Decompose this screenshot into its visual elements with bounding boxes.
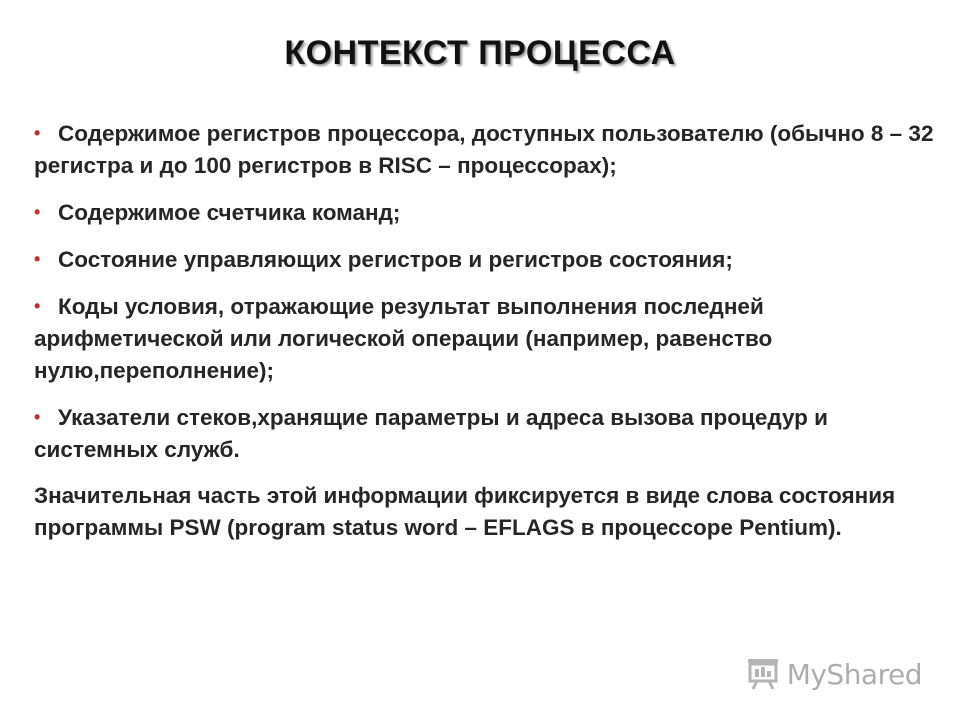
list-item-text: Содержимое счетчика команд;: [58, 200, 401, 225]
list-item: [34, 243, 934, 276]
list-item: [34, 196, 934, 229]
list-item-text: Указатели стеков,хранящие параметры и адреса вызова процедур и системных служб.: [34, 405, 828, 462]
bullet-icon: •: [34, 202, 41, 222]
list-item-text: Содержимое регистров процессора, доступных пользователю (обычно 8 – 32 регистра и до 100 регистров в RISC – процессорах);: [34, 121, 934, 178]
watermark-text: MyShared: [786, 657, 922, 691]
bullet-icon: •: [34, 123, 41, 143]
list-item: [34, 117, 934, 182]
bullet-icon: •: [34, 249, 41, 269]
bullet-icon: •: [34, 296, 41, 316]
slide-title: КОНТЕКСТ ПРОЦЕССА: [284, 34, 676, 72]
list-item-text: Коды условия, отражающие результат выполнения последней арифметической или логической операции (например, равенство нулю,переполнение);: [34, 294, 773, 383]
list-item: [34, 401, 934, 466]
list-item: [34, 290, 934, 387]
slide-content: [34, 117, 934, 544]
bullet-icon: •: [34, 407, 41, 427]
summary-paragraph: Значительная часть этой информации фиксируется в виде слова состояния программы PSW (program status word – EFLAGS в процессоре Pentium).: [34, 483, 896, 540]
projector-screen-icon: [745, 657, 781, 691]
watermark: [745, 654, 922, 694]
list-item-text: Состояние управляющих регистров и регистров состояния;: [58, 247, 733, 272]
